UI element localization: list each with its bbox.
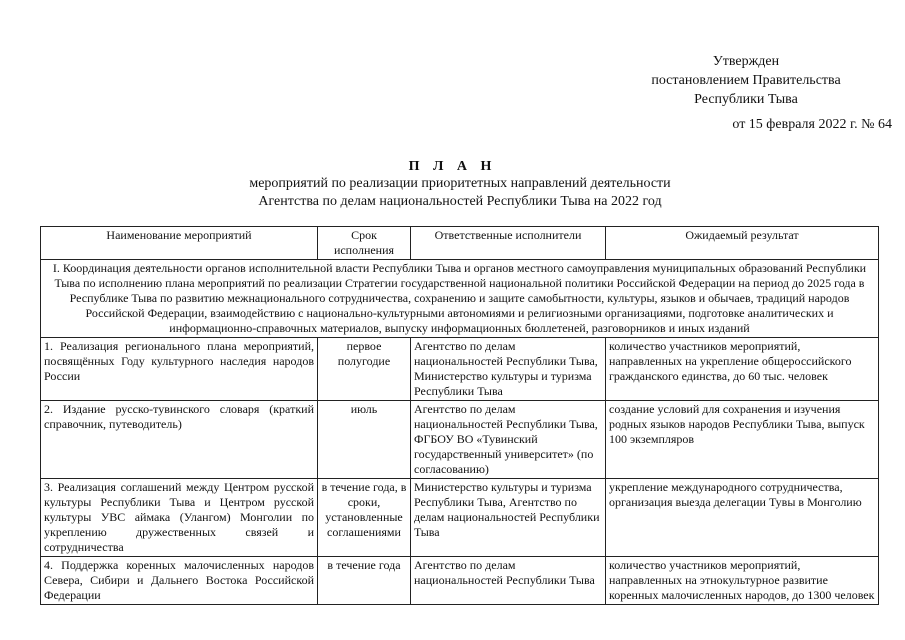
approval-line-3: Республики Тыва [694, 92, 798, 107]
table-header-row [41, 227, 879, 260]
row-term: июль [318, 401, 411, 479]
section-row [41, 260, 879, 338]
row-executors: Агентство по делам национальностей Республики Тыва, Министерство культуры и туризма Республики Тыва [411, 338, 606, 401]
row-result: создание условий для сохранения и изучения родных языков народов Республики Тыва, выпуск 100 экземпляров [606, 401, 879, 479]
approval-line-1: Утвержден [712, 54, 780, 69]
row-result: укрепление международного сотрудничества, организация выезда делегации Тувы в Монголию [606, 479, 879, 557]
row-executors: Министерство культуры и туризма Республики Тыва, Агентство по делам национальностей Республики Тыва [411, 479, 606, 557]
approval-date: от 15 февраля 2022 г. № 64 [732, 117, 892, 132]
header-executors: Ответственные исполнители [411, 227, 606, 260]
table-row [41, 557, 879, 605]
approval-line-2: постановлением Правительства [651, 73, 841, 88]
plan-subtitle [40, 175, 880, 211]
table-row [41, 338, 879, 401]
row-name: 2. Издание русско-тувинского словаря (краткий справочник, путеводитель) [41, 401, 318, 479]
row-term: в течение года [318, 557, 411, 605]
row-term: в течение года, в сроки, установленные соглашениями [318, 479, 411, 557]
row-executors: Агентство по делам национальностей Республики Тыва [411, 557, 606, 605]
approval-block [600, 52, 892, 109]
row-term: первое полугодие [318, 338, 411, 401]
row-name: 1. Реализация регионального плана мероприятий, посвящённых Году культурного наследия народов России [41, 338, 318, 401]
plan-subtitle-line-1: мероприятий по реализации приоритетных направлений деятельности [249, 176, 671, 191]
plan-table [40, 226, 879, 605]
row-result: количество участников мероприятий, направленных на укрепление общероссийского гражданского единства, до 60 тыс. человек [606, 338, 879, 401]
table-row [41, 401, 879, 479]
header-result: Ожидаемый результат [606, 227, 879, 260]
row-result: количество участников мероприятий, направленных на этнокультурное развитие коренных малочисленных народов, до 1300 человек [606, 557, 879, 605]
plan-title: П Л А Н [408, 159, 497, 174]
header-term: Срок исполнения [318, 227, 411, 260]
row-name: 3. Реализация соглашений между Центром русской культуры Республики Тыва и Центром русской культуры УВС аймака (Улангом) Монголии по укреплению дружественных связей и сотрудничества [41, 479, 318, 557]
header-name: Наименование мероприятий [41, 227, 318, 260]
row-executors: Агентство по делам национальностей Республики Тыва, ФГБОУ ВО «Тувинский государственный университет» (по согласованию) [411, 401, 606, 479]
section-title: I. Координация деятельности органов исполнительной власти Республики Тыва и органов местного самоуправления муниципальных образований Республики Тыва по исполнению плана мероприятий по реализации Стратегии государственной национальной политики Российской Федерации на период до 2025 года в Республике Тыва по развитию межнационального сотрудничества, сохранению и защите самобытности, культуры, языков и обычаев, традиций народов Российской Федерации, взаимодействию с национально-культурными автономиями и религиозными организациями, подготовке аналитических и информационно-справочных материалов, выпуску информационных бюллетеней, разговорников и иных изданий [41, 260, 879, 338]
row-name: 4. Поддержка коренных малочисленных народов Севера, Сибири и Дальнего Востока Российской Федерации [41, 557, 318, 605]
plan-subtitle-line-2: Агентства по делам национальностей Республики Тыва на 2022 год [258, 194, 662, 209]
table-row [41, 479, 879, 557]
